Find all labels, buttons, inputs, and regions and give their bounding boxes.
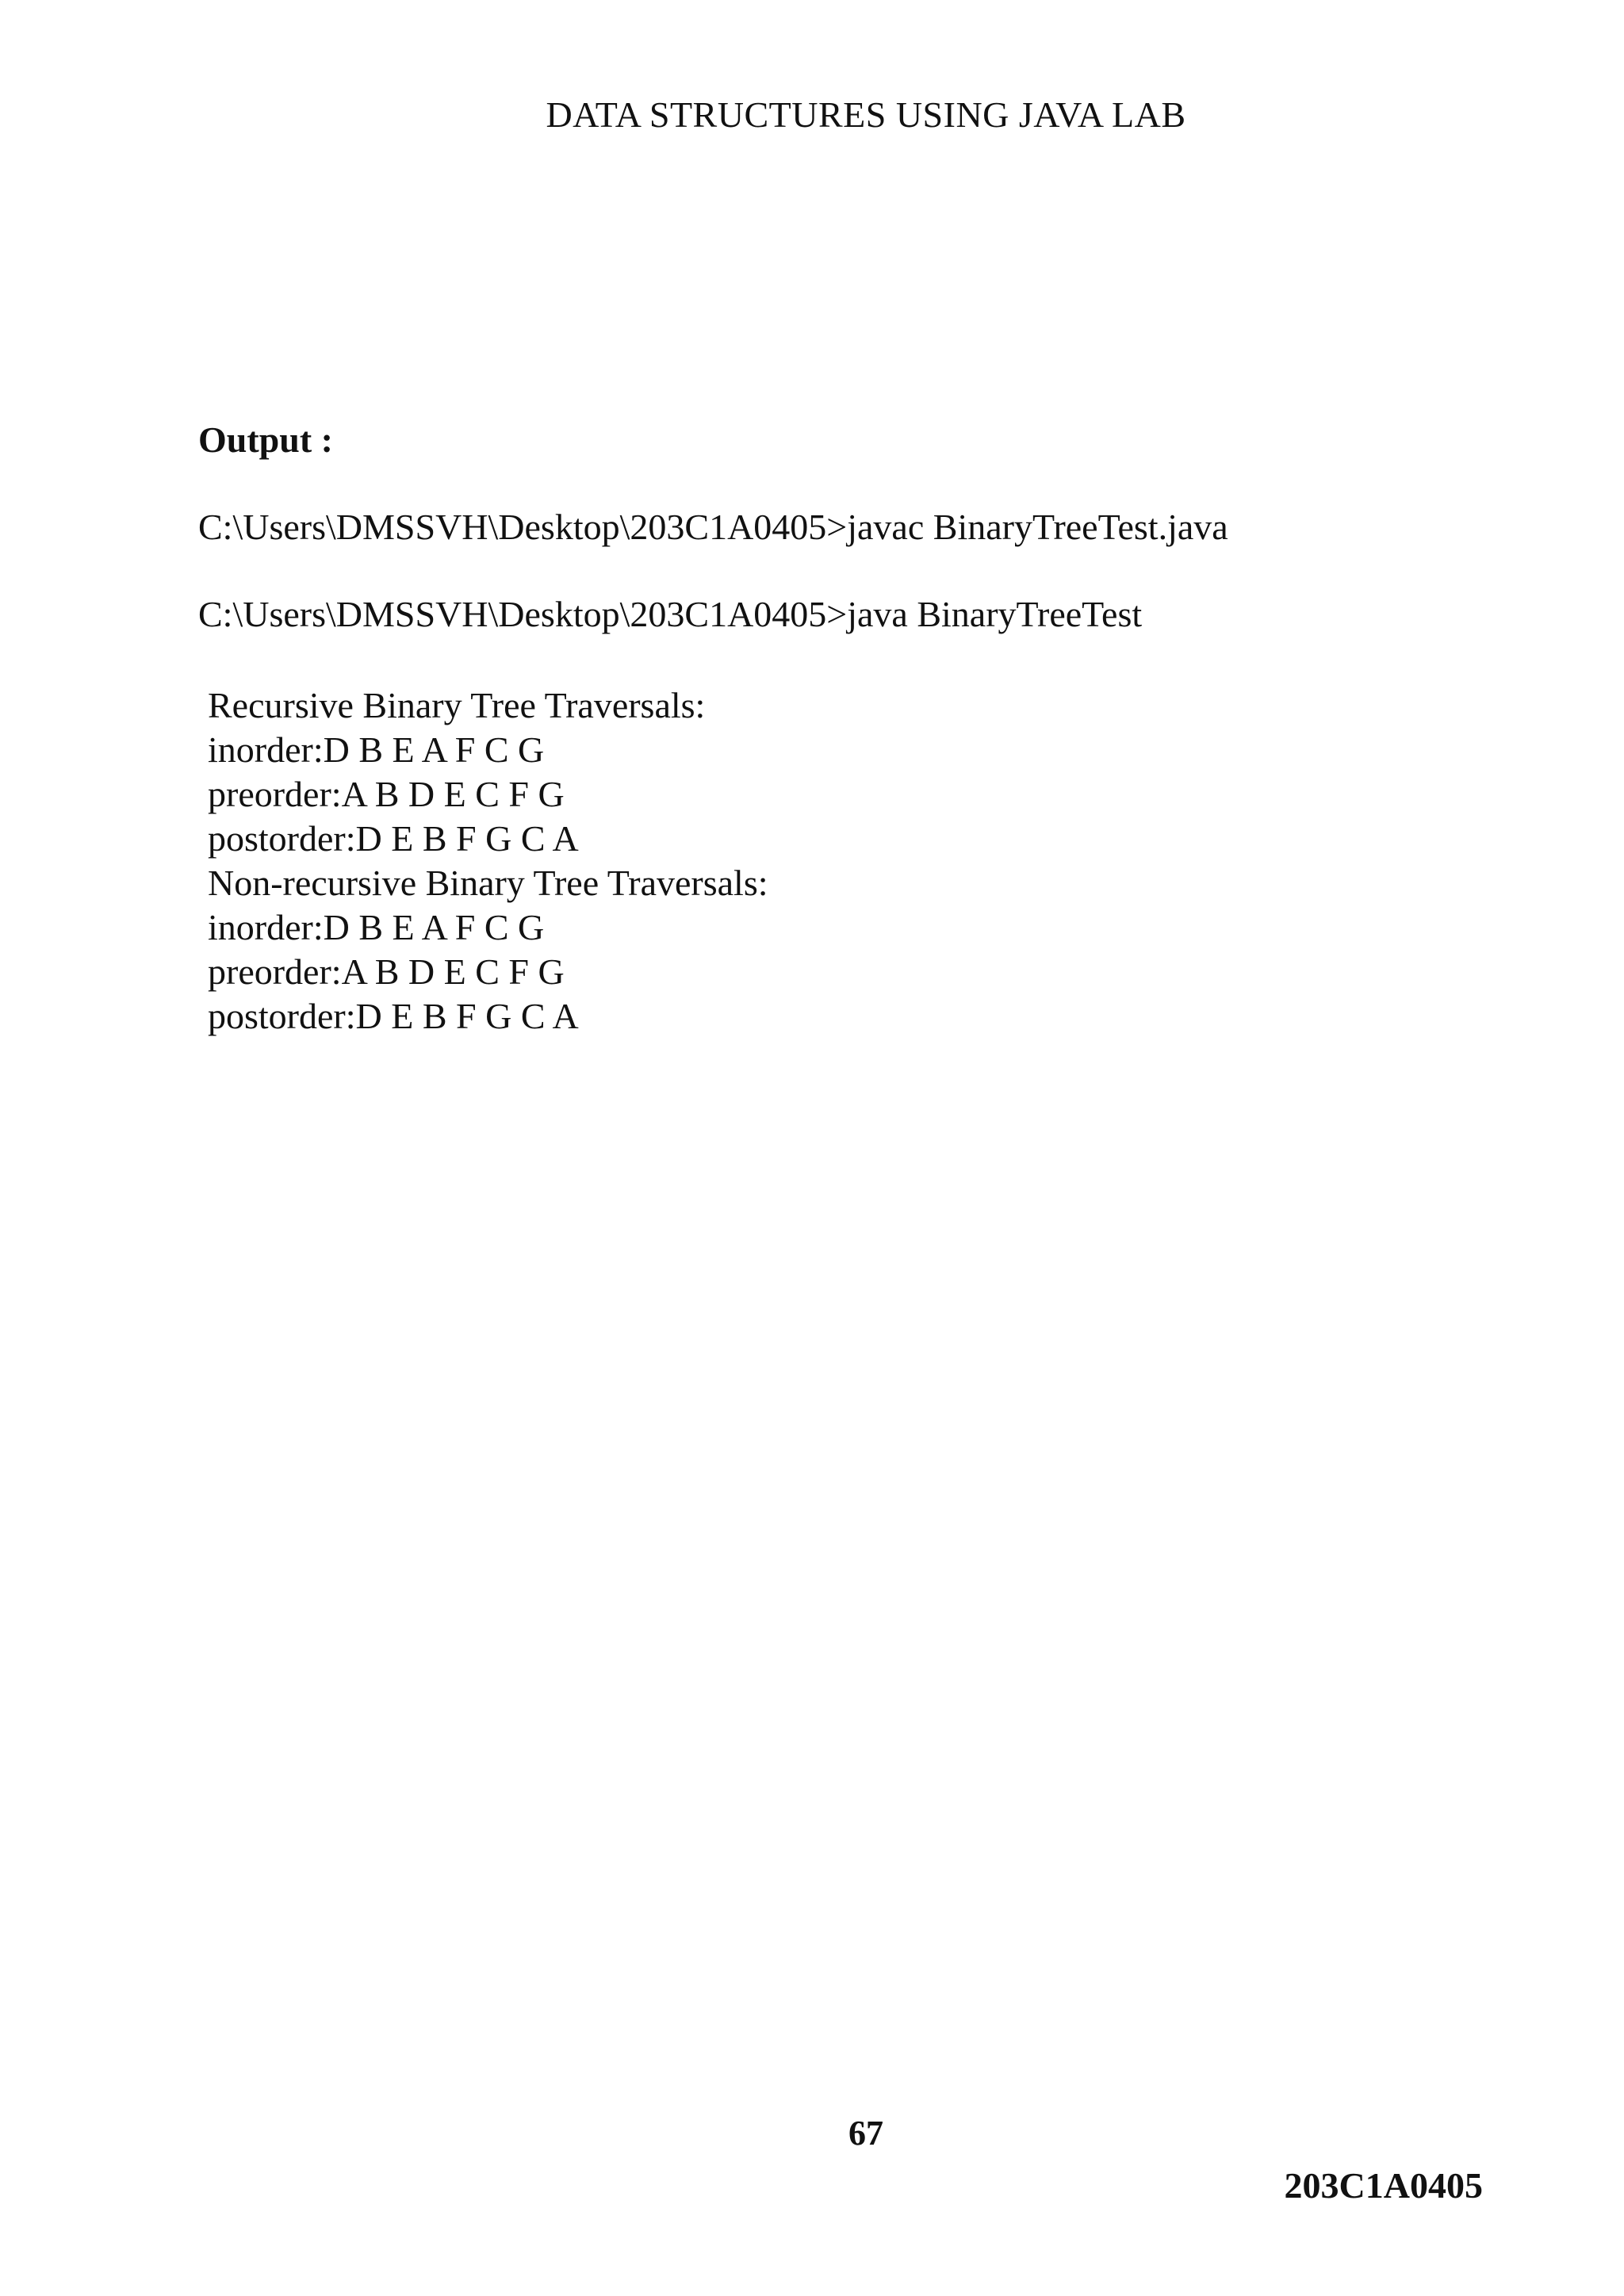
output-heading: Output :: [198, 419, 333, 460]
output-line-recursive-preorder: preorder:A B D E C F G: [208, 774, 565, 814]
output-line-nonrecursive-preorder: preorder:A B D E C F G: [208, 951, 565, 992]
output-line-recursive-header: Recursive Binary Tree Traversals:: [208, 685, 706, 725]
output-line-nonrecursive-inorder: inorder:D B E A F C G: [208, 907, 545, 947]
compile-command-line: C:\Users\DMSSVH\Desktop\203C1A0405>javac BinaryTreeTest.java: [198, 507, 1228, 547]
roll-number: 203C1A0405: [1284, 2165, 1483, 2206]
program-output-block: [208, 683, 768, 1039]
page-header-title: DATA STRUCTURES USING JAVA LAB: [546, 94, 1186, 135]
output-line-recursive-postorder: postorder:D E B F G C A: [208, 818, 579, 859]
output-line-recursive-inorder: inorder:D B E A F C G: [208, 729, 545, 770]
output-line-nonrecursive-header: Non-recursive Binary Tree Traversals:: [208, 863, 768, 903]
output-line-nonrecursive-postorder: postorder:D E B F G C A: [208, 996, 579, 1036]
run-command-line: C:\Users\DMSSVH\Desktop\203C1A0405>java BinaryTreeTest: [198, 594, 1143, 634]
page-number: 67: [848, 2114, 883, 2152]
